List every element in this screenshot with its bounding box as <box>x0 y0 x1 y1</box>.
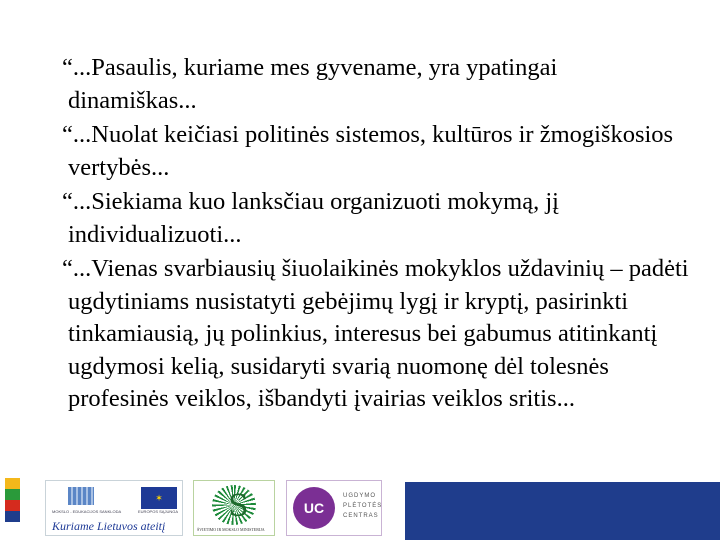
flag-green <box>5 489 20 500</box>
lithuanian-flag-strip <box>5 478 20 522</box>
eu-flag-icon: ✶ <box>141 487 177 509</box>
quote-4: “...Vienas svarbiausių šiuolaikinės mokyklos uždavinių – padėti ugdytiniams nusistatyti gebėjimų lygį ir kryptį, pasirinkti tinkamiausią, jų polinkius, interesus bei gabumus atitinkantį ugdymosi kelią, susidaryti svarią nuomonę dėl tolesnės profesinės veiklos, išbandyti įvairias veiklos sritis... <box>62 255 689 412</box>
eu-label: EUROPOS SĄJUNGA <box>138 509 179 514</box>
ministry-s-icon: S <box>228 489 249 524</box>
flag-yellow <box>5 478 20 489</box>
ugc-text <box>343 491 382 521</box>
ugc-logo <box>286 480 382 536</box>
esf-small-text: MOKSLO - EDUKACIJOS SANKLODA <box>52 509 122 514</box>
quote-list <box>62 52 692 418</box>
quote-2: “...Nuolat keičiasi politinės sistemos, kultūros ir žmogiškosios vertybės... <box>62 121 674 181</box>
ugc-text-line: PLĖTOTĖS <box>343 503 383 509</box>
flag-blue <box>5 511 20 522</box>
ministry-logo <box>193 480 275 536</box>
lithuania-map-icon <box>68 487 94 505</box>
quote-1: “...Pasaulis, kuriame mes gyvename, yra ypatingai dinamiškas... <box>62 54 558 114</box>
ministry-caption: ŠVIETIMO IR MOKSLO MINISTERIJA <box>197 527 265 532</box>
esf-slogan: Kuriame Lietuvos ateitį <box>52 519 166 533</box>
flag-red <box>5 500 20 511</box>
esf-logo <box>45 480 183 536</box>
ugc-text-line: UGDYMO <box>343 493 376 499</box>
ugc-text-line: CENTRAS <box>343 513 379 519</box>
footer-blue-bar <box>405 482 720 540</box>
ugc-circle-icon: UC <box>293 487 335 529</box>
quote-3: “...Siekiama kuo lanksčiau organizuoti mokymą, jį individualizuoti... <box>62 188 559 248</box>
